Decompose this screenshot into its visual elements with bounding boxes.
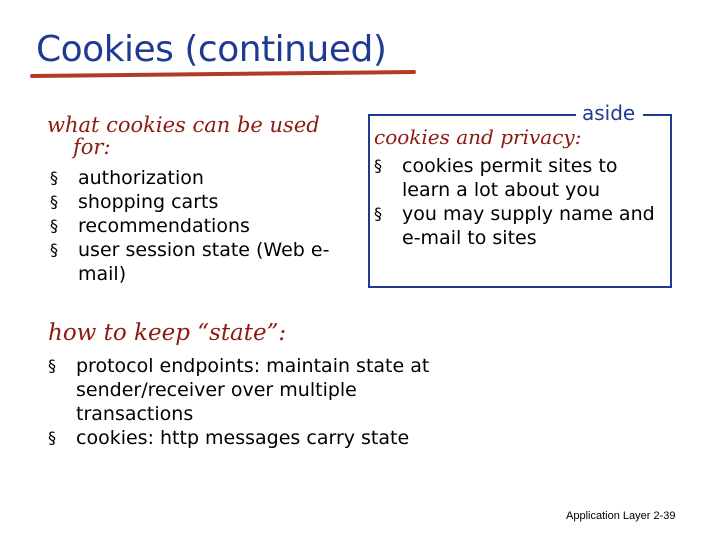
list-item: § protocol endpoints: maintain state at sender/receiver over multiple transactions [48,355,430,425]
list-item: § authorization [50,167,204,189]
bullet-icon: § [374,156,382,175]
list-item: § cookies: http messages carry state [48,427,410,449]
bullet-icon: § [50,240,58,259]
aside-label: aside [576,100,643,126]
slide-title: Cookies (continued) [36,29,387,70]
slide-footer: Application Layer 2-39 [566,510,676,522]
bullet-icon: § [50,168,58,187]
left-bullet-list [50,166,350,286]
list-item: § shopping carts [50,191,219,213]
left-heading-line1: what cookies can be used [47,113,320,137]
list-item: § you may supply name and e-mail to sites [374,203,655,249]
list-item: § user session state (Web e-mail) [50,239,330,285]
left-heading [47,114,357,158]
list-item: § recommendations [50,215,250,237]
how-bullet-list [48,354,468,450]
bullet-icon: § [50,216,58,235]
aside-heading: cookies and privacy: [374,125,582,149]
left-heading-line2: for: [73,135,111,159]
bullet-icon: § [48,356,56,375]
bullet-icon: § [48,428,56,447]
aside-bullet-list [374,154,666,250]
how-heading: how to keep “state”: [48,320,287,346]
bullet-icon: § [374,204,382,223]
list-item: § cookies permit sites to learn a lot about you [374,155,618,201]
bullet-icon: § [50,192,58,211]
